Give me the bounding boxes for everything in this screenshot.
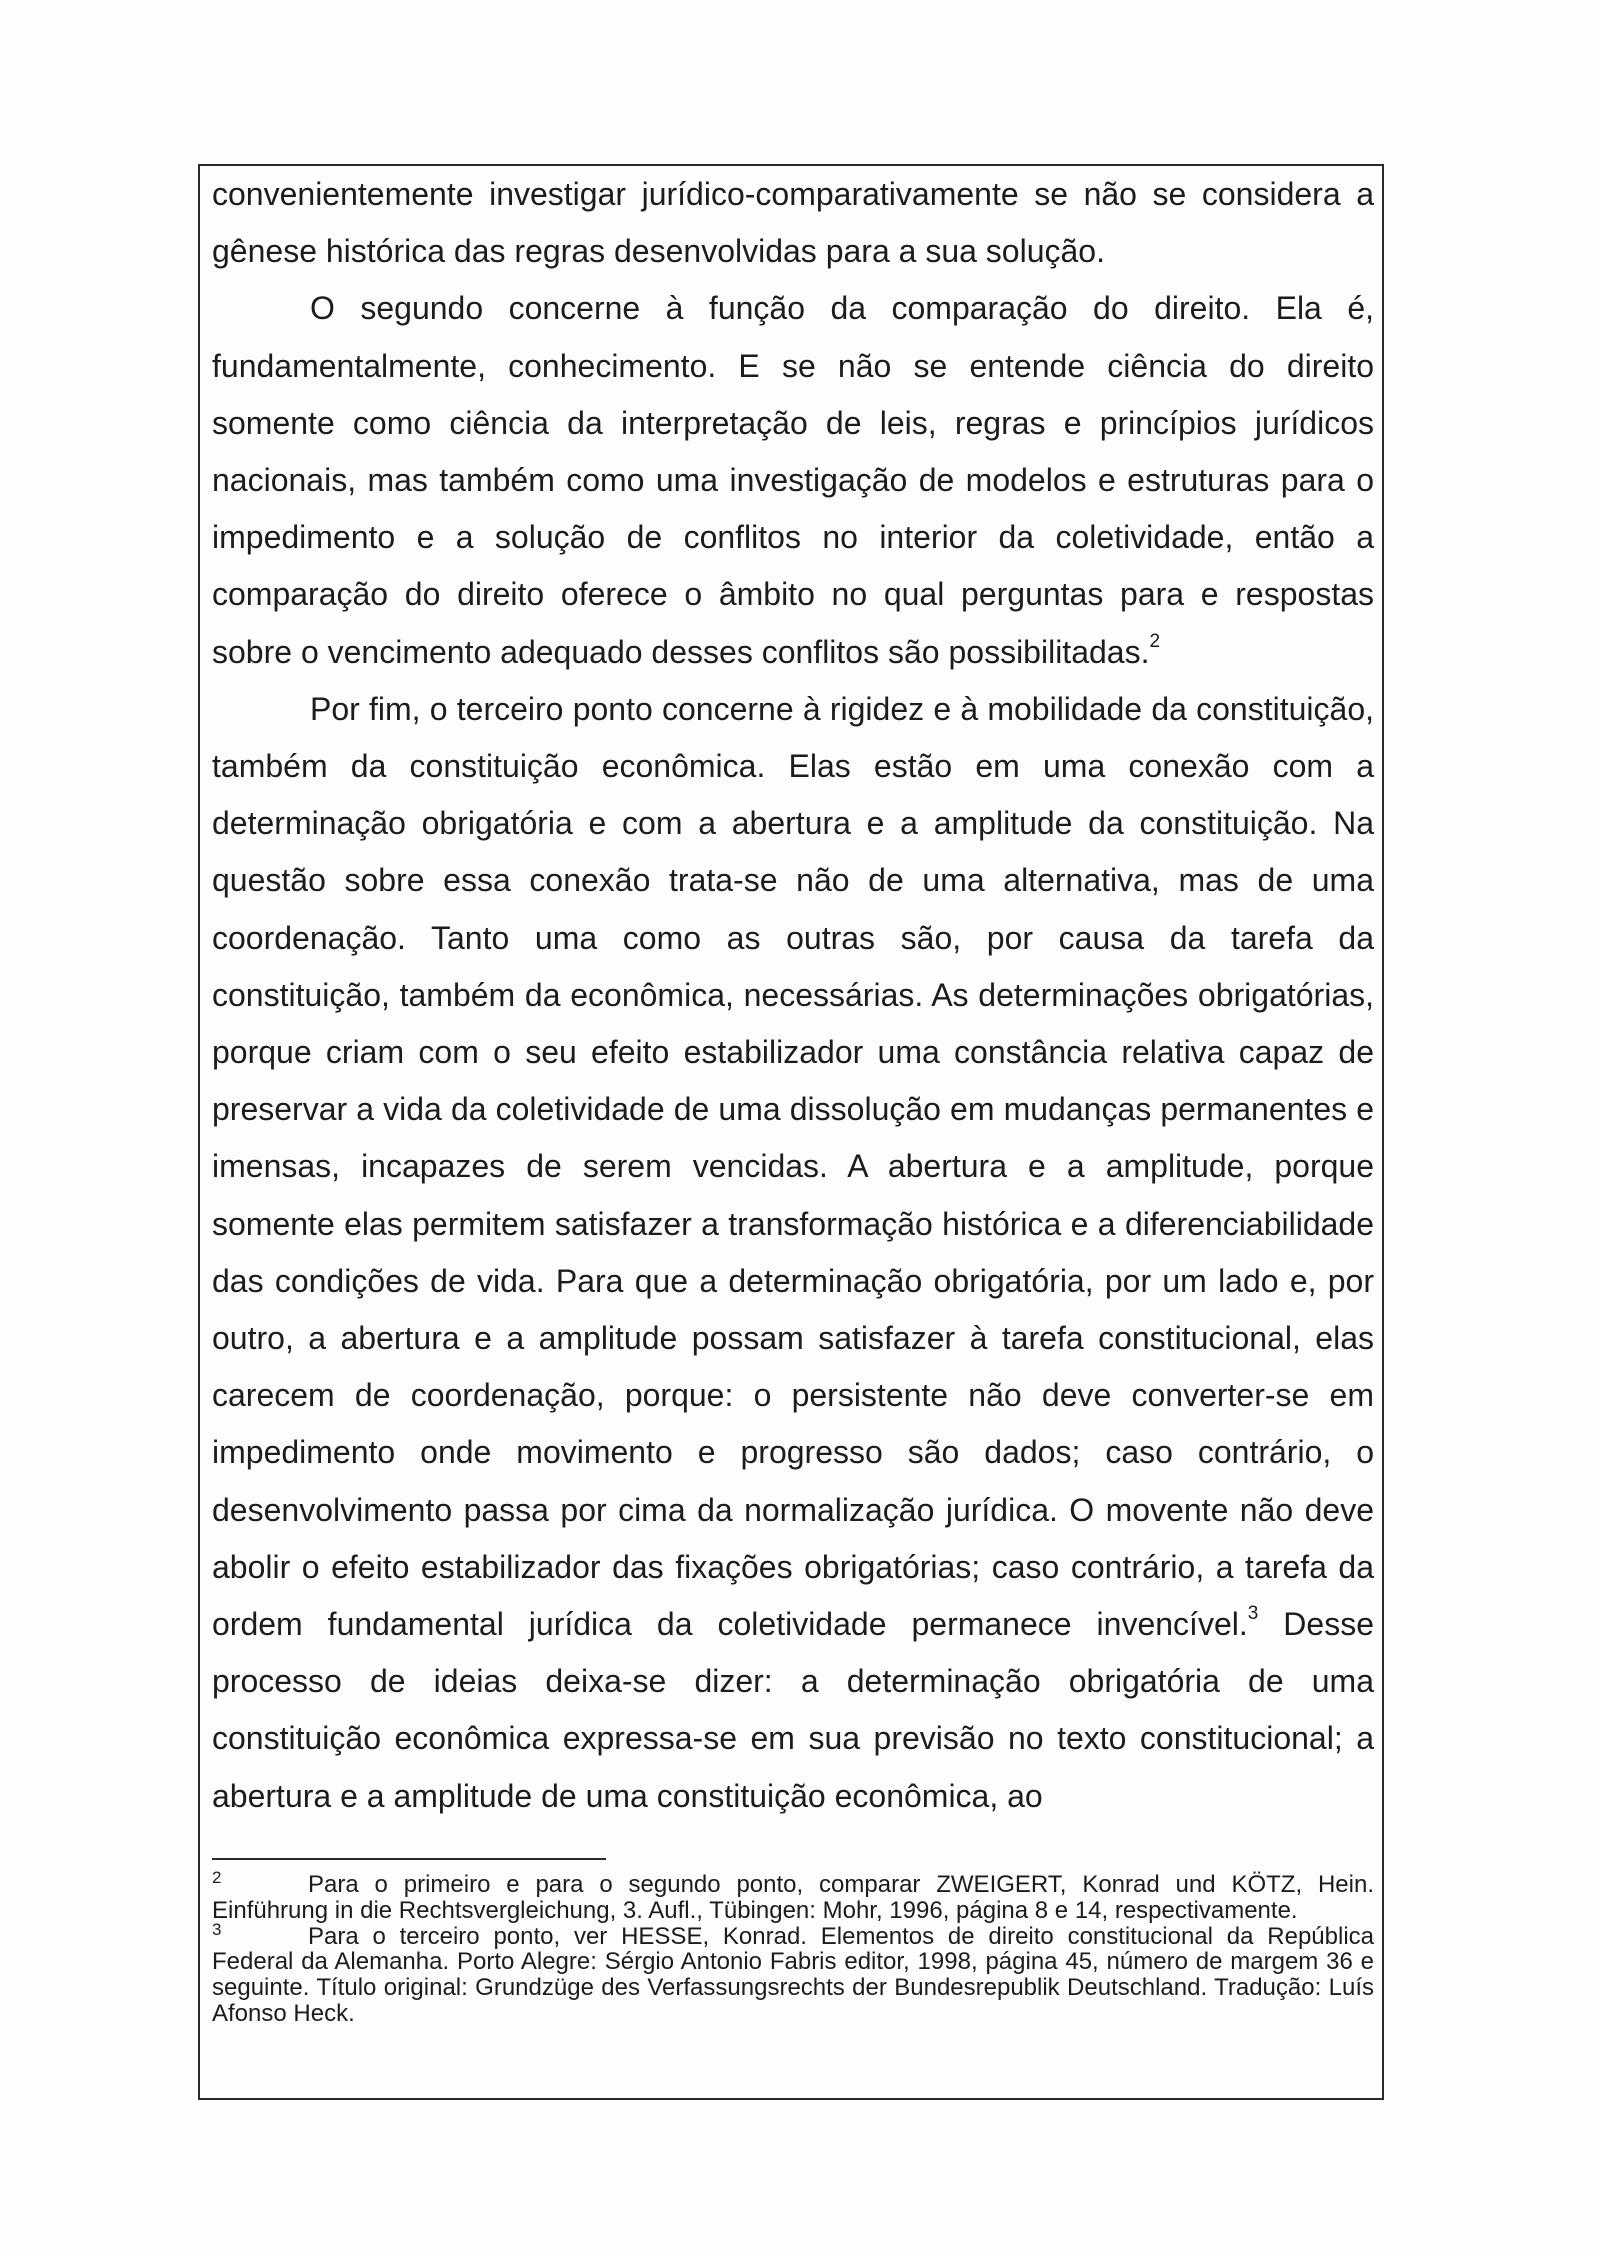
paragraph-third-point: [212, 681, 1374, 1825]
paragraph-1-text: convenientemente investigar jurídico-comparativamente se não se considera a gênese histórica das regras desenvolvidas para a sua solução.: [212, 176, 1374, 270]
paragraph-second-point: [212, 280, 1374, 680]
footnote-3-text: Para o terceiro ponto, ver HESSE, Konrad. Elementos de direito constitucional da República Federal da Alemanha. Porto Alegre: Sérgio Antonio Fabris editor, 1998, página 45, número de margem 36 e seguinte. Título original: Grundzüge des Verfassungsrechts der Bundesrepublik Deutschland. Tradução: Luís Afonso Heck.: [212, 1922, 1374, 2027]
footnote-3: [212, 1919, 1374, 2027]
footnote-3-number: 3: [212, 1919, 222, 1939]
paragraph-continuation: [212, 166, 1374, 280]
paragraph-3-text-a: Por fim, o terceiro ponto concerne à rigidez e à mobilidade da constituição, também da constituição econômica. Elas estão em uma conexão com a determinação obrigatória e com a abertura e a amplitude da constituição. Na questão sobre essa conexão trata-se não de uma alternativa, mas de uma coordenação. Tanto uma como as outras são, por causa da tarefa da constituição, também da econômica, necessárias. As determinações obrigatórias, porque criam com o seu efeito estabilizador uma constância relativa capaz de preservar a vida da coletividade de uma dissolução em mudanças permanentes e imensas, incapazes de serem vencidas. A abertura e a amplitude, porque somente elas permitem satisfazer a transformação histórica e a diferenciabilidade das condições de vida. Para que a determinação obrigatória, por um lado e, por outro, a abertura e a amplitude possam satisfazer à tarefa constitucional, elas carecem de coordenação, porque: o persistente não deve converter-se em impedimento onde movimento e progresso são dados; caso contrário, o desenvolvimento passa por cima da normalização jurídica. O movente não deve abolir o efeito estabilizador das fixações obrigatórias; caso contrário, a tarefa da ordem fundamental jurídica da coletividade permanece invencível.: [212, 690, 1374, 1643]
footnote-2-number: 2: [212, 1868, 222, 1887]
footnote-separator: [212, 1858, 606, 1860]
body-text: [212, 166, 1374, 1825]
footnote-ref-3[interactable]: 3: [1247, 1603, 1259, 1625]
footnote-2: [212, 1868, 1374, 1924]
footnote-2-text: Para o primeiro e para o segundo ponto, comparar ZWEIGERT, Konrad und KÖTZ, Hein. Einführung in die Rechtsvergleichung, 3. Aufl., Tübingen: Mohr, 1996, página 8 e 14, respectivamente.: [212, 1871, 1374, 1924]
footnote-ref-2[interactable]: 2: [1149, 630, 1161, 652]
footnotes: [212, 1868, 1374, 2027]
paragraph-3-text-b: Desse processo de ideias deixa-se dizer: a determinação obrigatória de uma constituição econômica expressa-se em sua previsão no texto constitucional; a abertura e a amplitude de uma constituição econômica, ao: [212, 1606, 1375, 1814]
paragraph-2-text: O segundo concerne à função da comparação do direito. Ela é, fundamentalmente, conhecimento. E se não se entende ciência do direito somente como ciência da interpretação de leis, regras e princípios jurídicos nacionais, mas também como uma investigação de modelos e estruturas para o impedimento e a solução de conflitos no interior da coletividade, então a comparação do direito oferece o âmbito no qual perguntas para e respostas sobre o vencimento adequado desses conflitos são possibilitadas.: [212, 290, 1374, 670]
